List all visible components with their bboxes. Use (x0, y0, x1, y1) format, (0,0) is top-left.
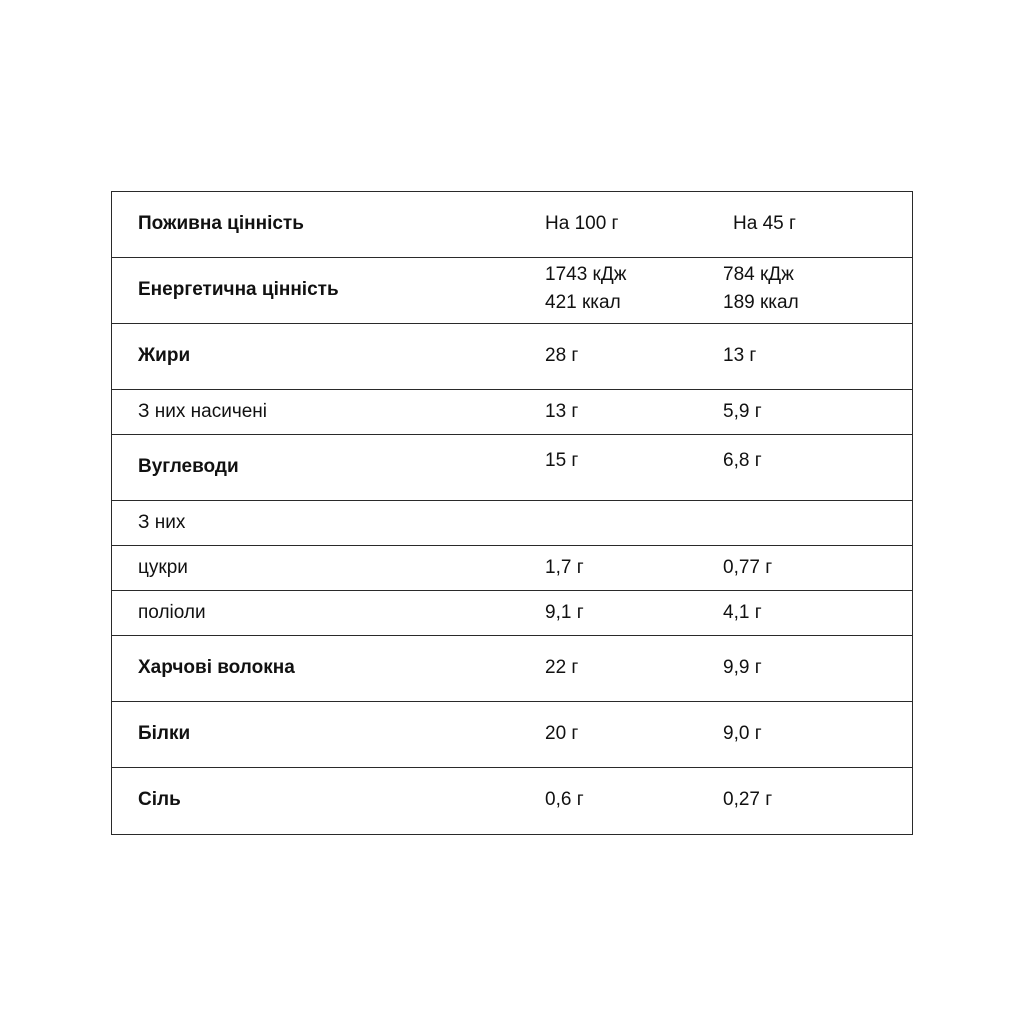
table-row-carbs (112, 435, 912, 501)
fiber-per100: 22 г (545, 657, 579, 678)
salt-per45: 0,27 г (723, 789, 773, 810)
carbs-per45: 6,8 г (723, 450, 762, 471)
nutrition-table (111, 191, 913, 835)
table-row-sugars (112, 546, 912, 591)
fiber-label: Харчові волокна (138, 657, 295, 678)
sugars-per45: 0,77 г (723, 557, 773, 578)
table-row-polyols (112, 591, 912, 636)
table-row-saturated (112, 390, 912, 435)
fats-per45: 13 г (723, 345, 757, 366)
energy-per100-kcal: 421 ккал (545, 292, 621, 313)
table-row-salt (112, 768, 912, 834)
energy-per45-kcal: 189 ккал (723, 292, 799, 313)
table-row-fats (112, 324, 912, 390)
polyols-per45: 4,1 г (723, 602, 762, 623)
sugars-per100: 1,7 г (545, 557, 584, 578)
saturated-per45: 5,9 г (723, 401, 762, 422)
polyols-label: поліоли (138, 602, 206, 623)
saturated-label: З них насичені (138, 401, 267, 422)
table-row-protein (112, 702, 912, 768)
protein-per45: 9,0 г (723, 723, 762, 744)
protein-per100: 20 г (545, 723, 579, 744)
saturated-per100: 13 г (545, 401, 579, 422)
table-row-of-which (112, 501, 912, 546)
salt-per100: 0,6 г (545, 789, 584, 810)
energy-per100-kj: 1743 кДж (545, 264, 627, 285)
carbs-label: Вуглеводи (138, 456, 239, 477)
fiber-per45: 9,9 г (723, 657, 762, 678)
protein-label: Білки (138, 723, 191, 744)
header-per45: На 45 г (733, 213, 796, 234)
fats-label: Жири (138, 345, 191, 366)
fats-per100: 28 г (545, 345, 579, 366)
energy-per100 (545, 261, 626, 317)
table-row-energy (112, 258, 912, 324)
header-label: Поживна цінність (138, 213, 304, 234)
header-per100: На 100 г (545, 213, 619, 234)
energy-per45-kj: 784 кДж (723, 264, 794, 285)
polyols-per100: 9,1 г (545, 602, 584, 623)
table-header-row (112, 192, 912, 258)
of-which-label: З них (138, 512, 186, 533)
energy-label: Енергетична цінність (138, 279, 339, 300)
salt-label: Сіль (138, 789, 181, 810)
table-row-fiber (112, 636, 912, 702)
carbs-per100: 15 г (545, 450, 579, 471)
energy-per45 (723, 261, 799, 317)
sugars-label: цукри (138, 557, 188, 578)
